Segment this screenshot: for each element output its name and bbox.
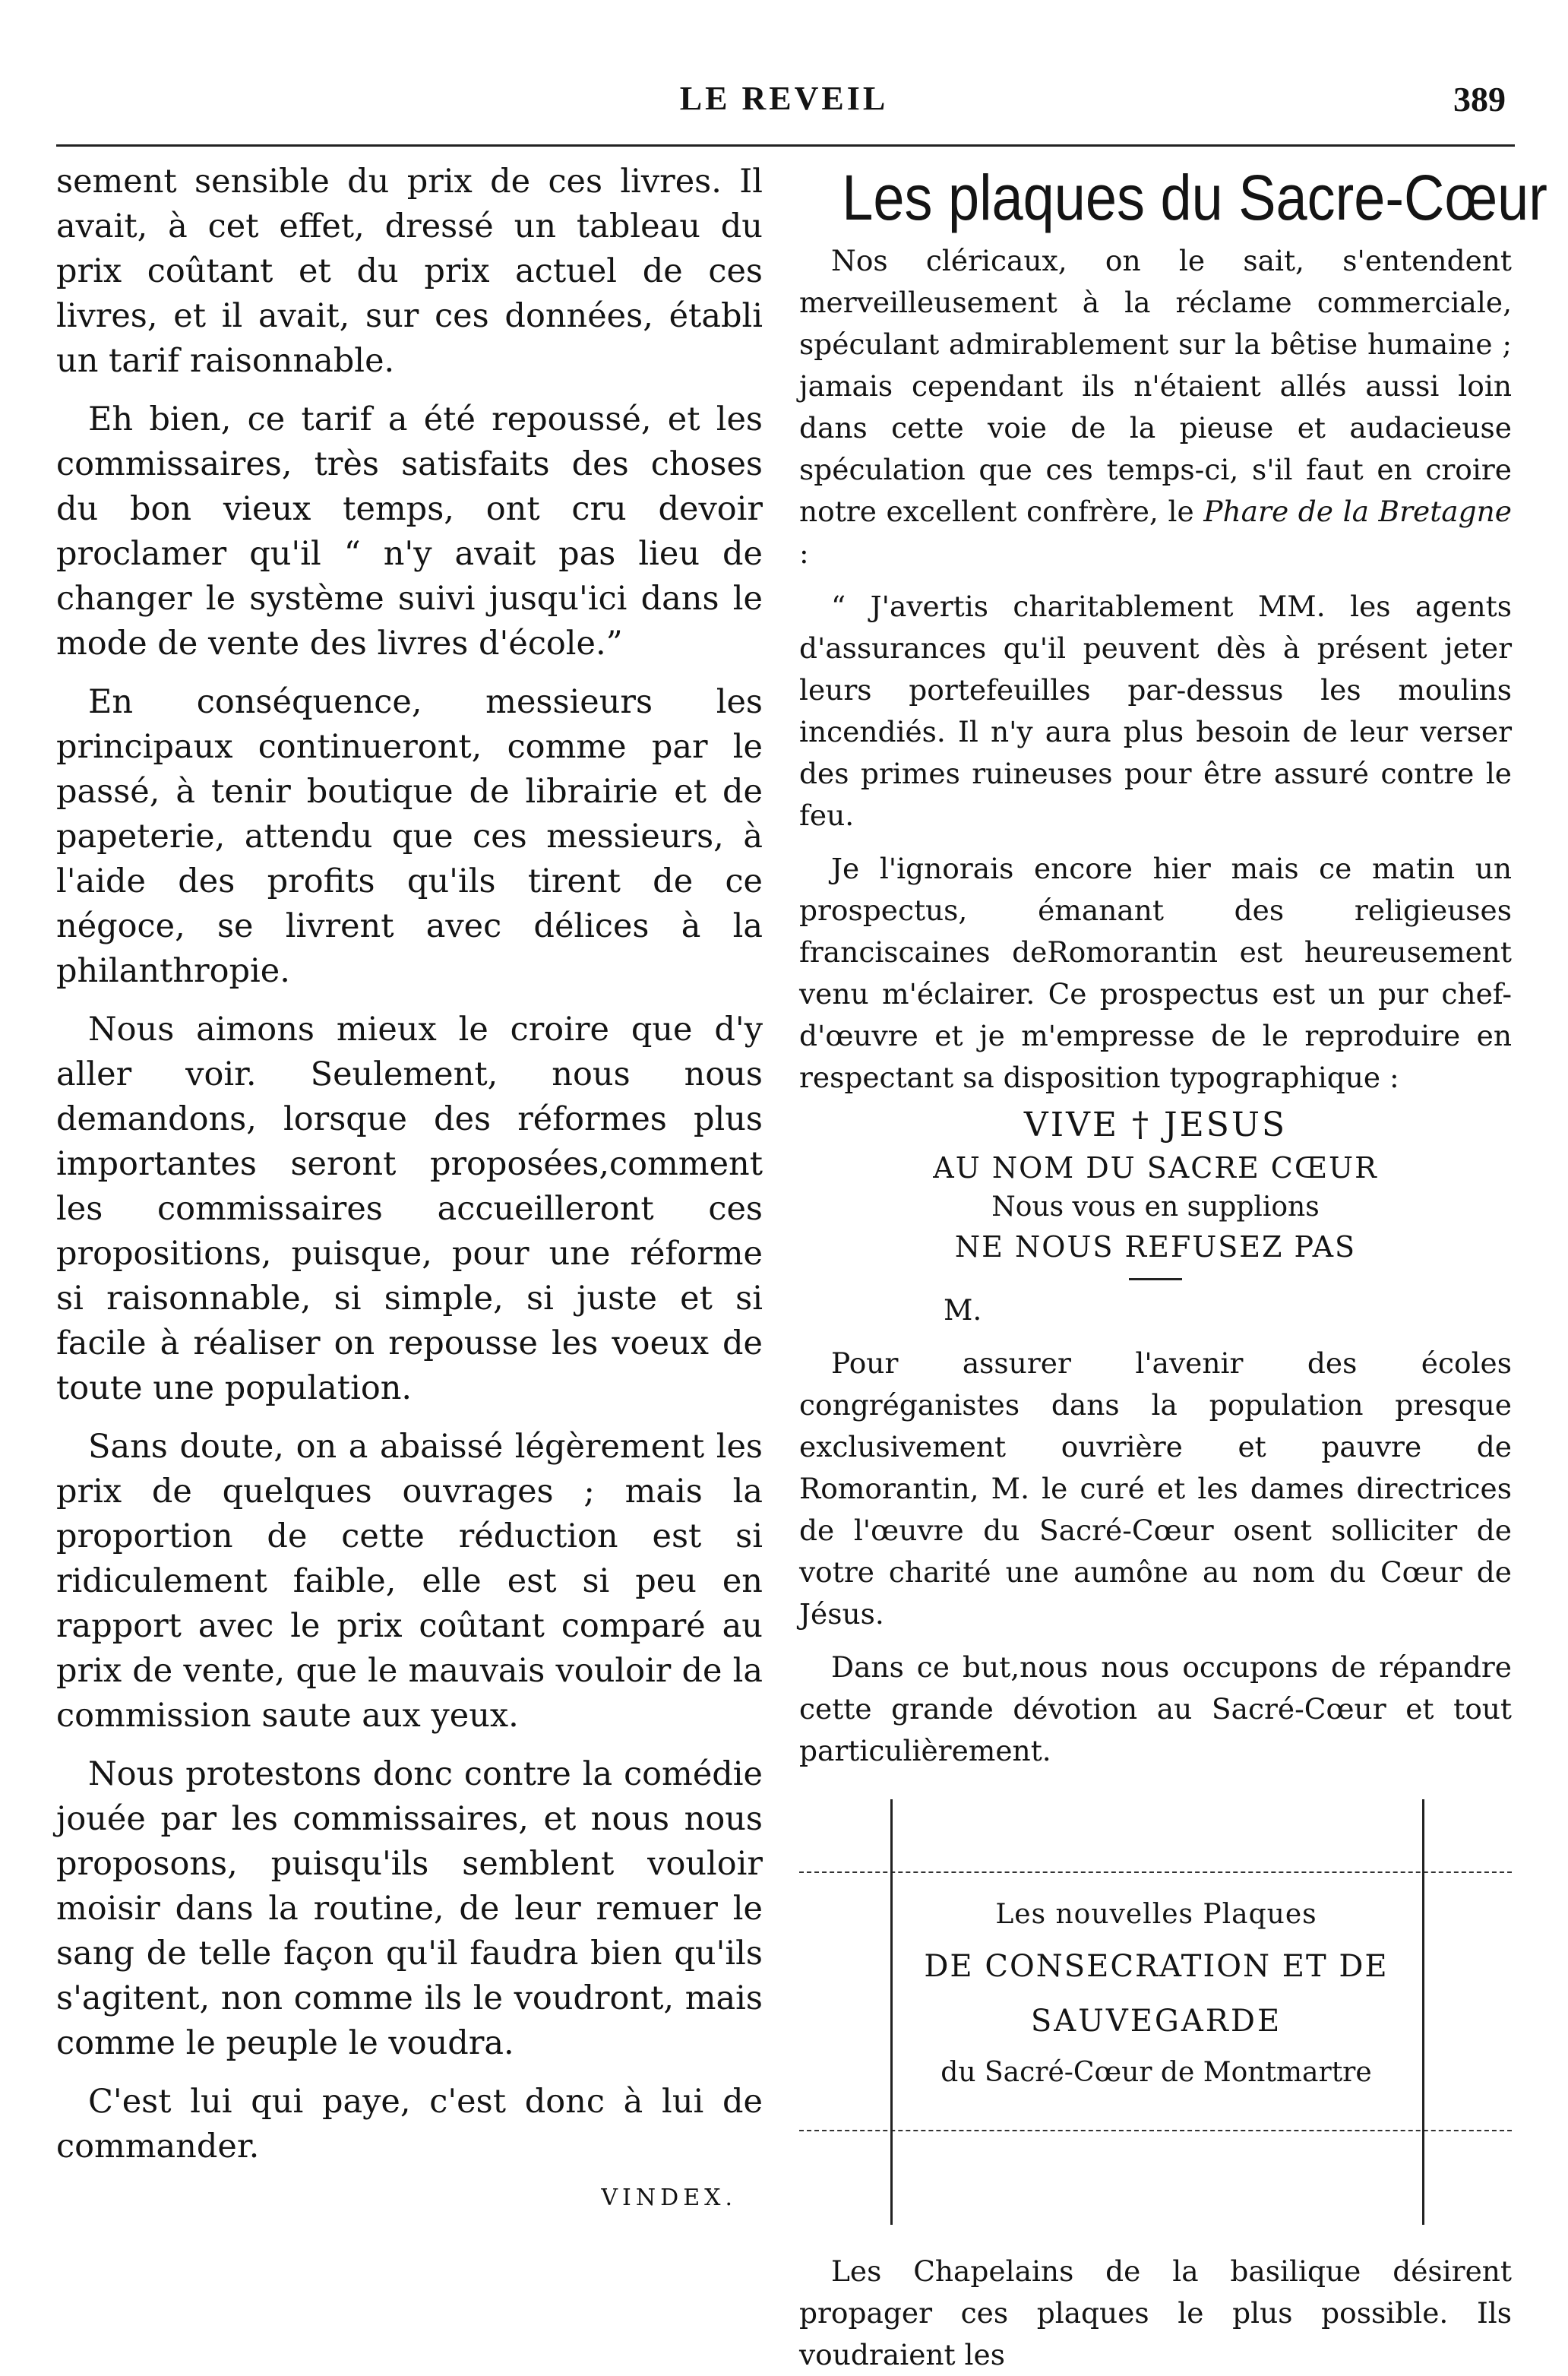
quote-line: AU NOM DU SACRE CŒUR <box>933 1151 1378 1185</box>
frame-line <box>1422 1871 1424 2130</box>
prospectus-initial: M. <box>944 1293 982 1327</box>
intro-text: Nos cléricaux, on le sait, s'entendent merveilleusement à la réclame commerciale, spéculant admirablement sur la bêtise humaine ; jamais cependant ils n'étaient allés aussi loin dans cette voie de la pieuse et audacieuse spéculation que ces temps-ci, s'il faut en croire notre excellent confrère, le <box>799 244 1512 528</box>
plaque-line: Les nouvelles Plaques <box>995 1899 1317 1930</box>
paragraph: Nous aimons mieux le croire que d'y aller voir. Seulement, nous nous demandons, lorsque des réformes plus importantes seront proposées,comment les commissaires accueilleront ces propositions, puisque, pour une réforme si raisonnable, si simple, si juste et si facile à réaliser on repousse les voeux de toute une population. <box>56 1011 763 1407</box>
header-rule <box>56 144 1515 147</box>
frame-line <box>799 2130 1512 2131</box>
paragraph: Dans ce but,nous nous occupons de répandre cette grande dévotion au Sacré-Cœur et tout particulièrement. <box>799 1650 1512 1767</box>
paragraph: Les Chapelains de la basilique désirent propager ces plaques le plus possible. Ils voudraient les <box>799 2254 1512 2371</box>
paragraph: Je l'ignorais encore hier mais ce matin un prospectus, émanant des religieuses franciscaines deRomorantin est heureusement venu m'éclairer. Ce prospectus est un pur chef-d'œuvre et je m'empresse de le reproduire en respectant sa disposition typographique : <box>799 852 1512 1094</box>
page-number: 389 <box>1453 80 1506 119</box>
left-column <box>56 160 763 2220</box>
page-header <box>0 76 1568 122</box>
plaque-line: du Sacré-Cœur de Montmartre <box>940 2057 1372 2088</box>
frame-line <box>799 1871 1512 1873</box>
paragraph: sement sensible du prix de ces livres. Il avait, à cet effet, dressé un tableau du prix coûtant et du prix actuel de ces livres, et il avait, sur ces données, établi un tarif raisonnable. <box>56 163 763 380</box>
right-column <box>799 160 1547 2376</box>
plaque-line: SAUVEGARDE <box>1030 2004 1282 2039</box>
short-rule <box>1129 1278 1182 1280</box>
running-title: LE REVEIL <box>679 80 889 117</box>
quote-line: Nous vous en supplions <box>991 1191 1320 1223</box>
intro-tail: : <box>799 536 809 570</box>
signature: VINDEX. <box>601 2185 737 2211</box>
paragraph: En conséquence, messieurs les principaux continueront, comme par le passé, à tenir boutique de librairie et de papeterie, attendu que ces messieurs, à l'aide des profits qu'ils tirent de ce négoce, se livrent avec délices à la philanthropie. <box>56 683 763 990</box>
paragraph: Nous protestons donc contre la comédie jouée par les commissaires, et nous nous proposons, puisqu'ils semblent vouloir moisir dans la routine, de leur remuer le sang de telle façon qu'il faudra bien qu'ils s'agitent, non comme ils le voudront, mais comme le peuple le voudra. <box>56 1755 763 2062</box>
paragraph: Sans doute, on a abaissé légèrement les prix de quelques ouvrages ; mais la proportion de cette réduction est si ridiculement faible, elle est si peu en rapport avec le prix coûtant comparé au prix de vente, que le mauvais vouloir de la commission saute aux yeux. <box>56 1428 763 1735</box>
plaque-line: DE CONSECRATION ET DE <box>924 1949 1389 1984</box>
plaque-frame <box>799 1799 1512 2225</box>
paragraph: Pour assurer l'avenir des écoles congréganistes dans la population presque exclusivement ouvrière et pauvre de Romorantin, M. le curé et les dames directrices de l'œuvre du Sacré-Cœur osent solliciter de votre charité une aumône au nom du Cœur de Jésus. <box>799 1346 1512 1631</box>
quote-line: NE NOUS REFUSEZ PAS <box>954 1230 1357 1264</box>
quote-line: VIVE † JESUS <box>1023 1106 1288 1144</box>
paragraph: Eh bien, ce tarif a été repoussé, et les commissaires, très satisfaits des choses du bon vieux temps, ont cru devoir proclamer qu'il “ n'y avait pas lieu de changer le système suivi jusqu'ici dans le mode de vente des livres d'école.” <box>56 400 763 663</box>
frame-line <box>890 1799 893 1871</box>
plaque-text <box>890 1890 1422 2097</box>
article-title: Les plaques du Sacre-Cœur <box>842 162 1547 233</box>
frame-line <box>1422 1799 1424 1871</box>
paragraph: C'est lui qui paye, c'est donc à lui de commander. <box>56 2083 763 2166</box>
prospectus-heading <box>799 1103 1512 1280</box>
paragraph: “ J'avertis charitablement MM. les agents d'assurances qu'il peuvent dès à présent jeter leurs portefeuilles par-dessus les moulins incendiés. Il n'y aura plus besoin de leur verser des primes ruineuses pour être assuré contre le feu. <box>799 590 1512 832</box>
paragraph <box>799 240 1512 574</box>
italic-source: Phare de la Bretagne <box>1203 495 1512 528</box>
